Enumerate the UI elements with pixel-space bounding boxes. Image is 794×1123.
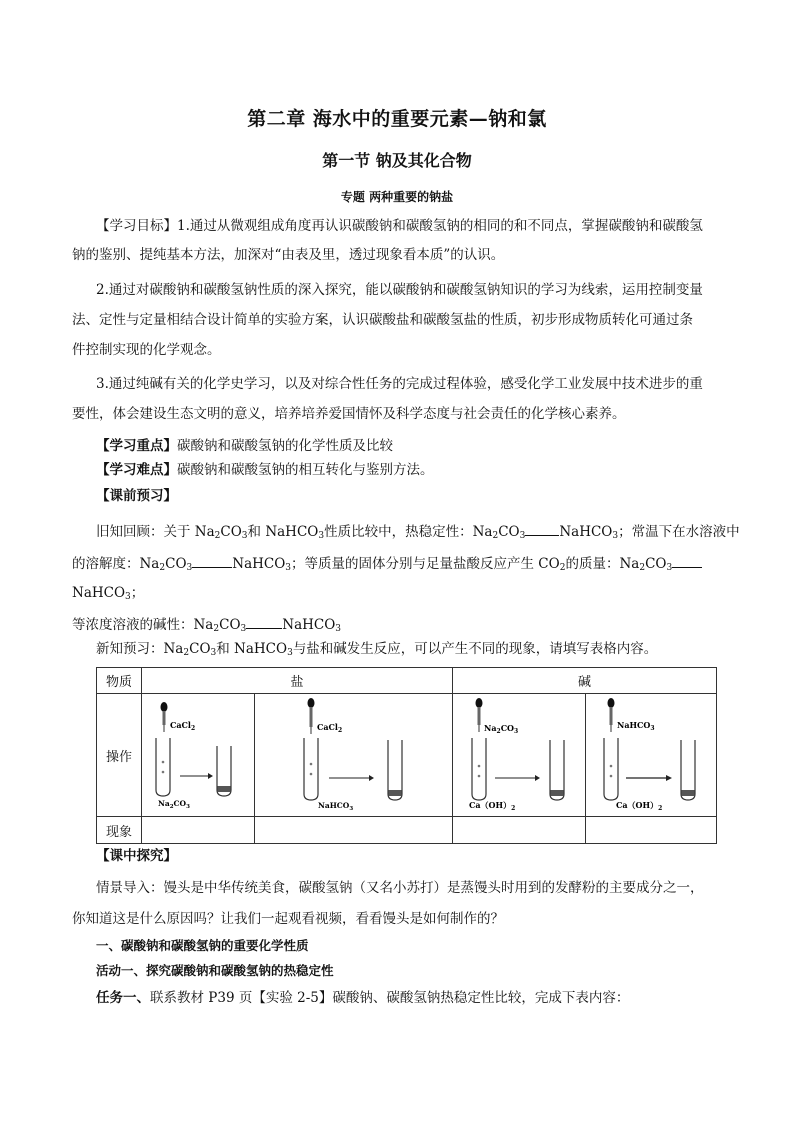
objectives-p2-line-2: 法、定性与定量相结合设计简单的实验方案，认识碳酸盐和碳酸氢盐的性质，初步形成物质转化可通过条 (72, 312, 693, 328)
review-line-4: 等浓度溶液的碱性：$Na_2CO_3$ NaHCO$_3$ (72, 617, 342, 634)
experiment-2-diagram (255, 694, 452, 812)
difficulties: 【学习难点】碳酸钠和碳酸氢钠的相互转化与鉴别方法。 (96, 462, 434, 478)
header-salt: 盐 (142, 668, 453, 694)
arrow-icon (626, 775, 672, 781)
test-tube-icon (604, 738, 618, 800)
test-tube-icon (550, 740, 564, 800)
review-line-1: 旧知回顾：关于 $Na_2CO_3$和 NaHCO$_3$性质比较中，热稳定性：$Na_2CO_3$ NaHCO$_3$；常温下在水溶液中 (96, 524, 740, 541)
dropper-icon (161, 702, 168, 732)
test-tube-icon (217, 746, 231, 796)
section-title: 第一节 钠及其化合物 (322, 151, 472, 170)
answer-blank[interactable] (246, 616, 282, 629)
objectives-p2-line-3: 件控制实现的化学观念。 (72, 342, 221, 358)
arrow-icon (180, 773, 213, 779)
activity-1: 活动一、探究碳酸钠和碳酸氢钠的热稳定性 (96, 963, 334, 978)
in-class-label: 【课中探究】 (96, 848, 177, 864)
preview-label: 【课前预习】 (96, 488, 177, 504)
arrow-icon (329, 775, 374, 781)
row-operation: 操作 (97, 694, 142, 817)
objectives-p3-line-2: 要性，体会建设生态文明的意义，培养培养爱国情怀及科学态度与社会责任的化学核心素养。 (72, 406, 626, 422)
objectives-line-2: 钠的鉴别、提纯基本方法，加深对“由表及里，透过现象看本质”的认识。 (72, 247, 505, 263)
dropper-label: CaCl$_2$ (317, 722, 343, 734)
intro-line-2: 你知道这是什么原因吗？让我们一起观看视频，看看馒头是如何制作的？ (72, 911, 504, 927)
row-phenomenon: 现象 (97, 817, 142, 844)
test-tube-icon (681, 740, 695, 800)
operation-cell-2 (255, 694, 453, 817)
test-tube-icon (156, 738, 170, 796)
new-preview: 新知预习：$Na_2CO_3$和 NaHCO$_3$与盐和碱发生反应，可以产生不同的现象，请填写表格内容。 (96, 641, 658, 658)
tube-label: $Ca(OH)_2$ (616, 800, 663, 812)
phenomenon-cell[interactable] (255, 817, 453, 844)
answer-blank[interactable] (192, 555, 232, 568)
experiment-1-diagram (142, 694, 254, 812)
dropper-icon (308, 698, 315, 734)
chapter-title: 第二章 海水中的重要元素—钠和氯 (247, 108, 547, 130)
test-tube-icon (472, 738, 486, 800)
objectives-p3-line-1: 3.通过纯碱有关的化学史学习，以及对综合性任务的完成过程体验，感受化学工业发展中技术进步的重 (96, 376, 703, 392)
header-base: 碱 (453, 668, 717, 694)
header-substance: 物质 (97, 668, 142, 694)
dropper-icon (476, 698, 483, 732)
arrow-icon (495, 775, 540, 781)
dropper-label: $Na_2CO_3$ (484, 723, 519, 735)
heading-1: 一、碳酸钠和碳酸氢钠的重要化学性质 (96, 938, 309, 953)
operation-cell-4 (586, 694, 717, 817)
experiment-table (96, 667, 717, 844)
test-tube-icon (388, 740, 402, 800)
tube-label: $Ca(OH)_2$ (469, 800, 516, 812)
operation-cell-3 (453, 694, 586, 817)
intro-line-1: 情景导入：馒头是中华传统美食，碳酸氢钠（又名小苏打）是蒸馒头时用到的发酵粉的主要成分之一， (96, 880, 704, 896)
dropper-label: CaCl$_2$ (170, 720, 196, 732)
key-points: 【学习重点】碳酸钠和碳酸氢钠的化学性质及比较 (96, 438, 393, 454)
operation-cell-1 (142, 694, 255, 817)
answer-blank[interactable] (672, 555, 702, 568)
objectives-p2-line-1: 2.通过对碳酸钠和碳酸氢钠性质的深入探究，能以碳酸钠和碳酸氢钠知识的学习为线索，运用控制变量 (96, 282, 703, 298)
topic-title: 专题 两种重要的钠盐 (340, 190, 454, 204)
phenomenon-cell[interactable] (586, 817, 717, 844)
objectives-label: 【学习目标】 (96, 218, 177, 234)
answer-blank[interactable] (525, 523, 559, 536)
review-line-2: 的溶解度：$Na_2CO_3$ NaHCO$_3$；等质量的固体分别与足量盐酸反应产生 $CO_2$的质量：$Na_2CO_3$ (72, 555, 702, 576)
tube-label: $Na_2CO_3$ (158, 799, 190, 810)
dropper-label: NaHCO$_3$ (617, 720, 655, 732)
task-1: 任务一、联系教材 P39 页【实验 2-5】碳酸钠、碳酸氢钠热稳定性比较，完成下表内容： (96, 990, 630, 1006)
experiment-4-diagram (586, 694, 716, 812)
objectives-line-1: 【学习目标】1.通过从微观组成角度再认识碳酸钠和碳酸氢钠的相同的和不同点，掌握碳酸钠和碳酸氢 (96, 218, 703, 234)
review-line-3: NaHCO$_3$； (72, 585, 145, 602)
dropper-icon (608, 698, 615, 732)
tube-label: NaHCO$_3$ (318, 801, 354, 812)
phenomenon-cell[interactable] (142, 817, 255, 844)
experiment-3-diagram (453, 694, 585, 812)
test-tube-icon (304, 738, 318, 800)
phenomenon-cell[interactable] (453, 817, 586, 844)
